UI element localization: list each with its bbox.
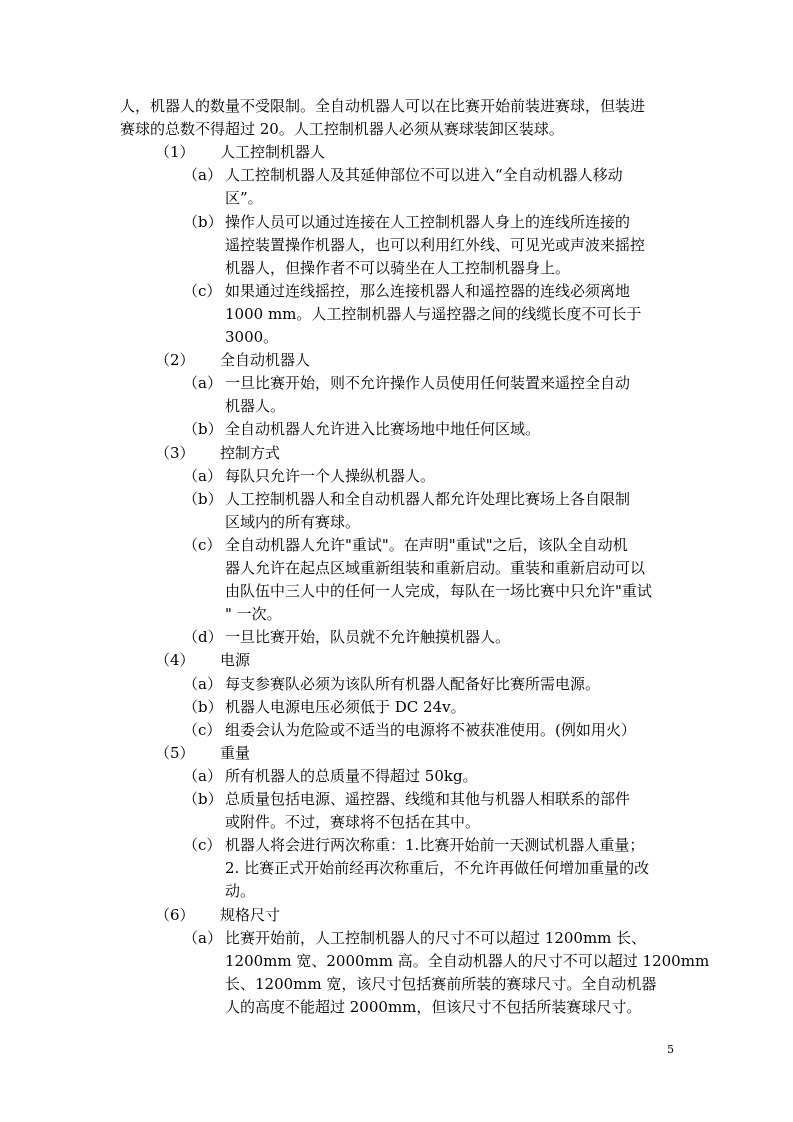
item-label: （a） — [183, 466, 222, 485]
item-label: （b） — [183, 790, 223, 808]
item-label: （c） — [183, 836, 222, 855]
item-text-line: 人工控制机器人和全自动机器人都允许处理比赛场上各自限制 — [225, 489, 631, 508]
section-number: （1） — [155, 143, 195, 162]
section-number: （6） — [155, 905, 195, 924]
item-text-line: 或附件。不过，赛球将不包括在其中。 — [225, 813, 481, 832]
section-number: （5） — [155, 743, 195, 762]
item-text-line: 总质量包括电源、遥控器、线缆和其他与机器人相联系的部件 — [225, 790, 631, 808]
item-label: （c） — [183, 720, 222, 739]
item-text-line: 操作人员可以通过连接在人工控制机器人身上的连线所连接的 — [225, 212, 631, 231]
item-label: （a） — [183, 766, 222, 785]
item-text-line: 2. 比赛正式开始前经再次称重后，不允许再做任何增加重量的改 — [225, 859, 650, 878]
item-text-line: 全自动机器人允许进入比赛场地中地任何区域。 — [225, 420, 541, 439]
item-text-line: 每队只允许一个人操纵机器人。 — [225, 466, 436, 485]
item-text-line: " 一次。 — [225, 605, 282, 624]
section-title: 人工控制机器人 — [220, 143, 326, 162]
item-text-line: 机器人。 — [225, 397, 286, 416]
item-text-line: 器人允许在起点区域重新组装和重新启动。重装和重新启动可以 — [225, 559, 646, 577]
item-text-line: 3000。 — [225, 328, 279, 346]
section-title: 重量 — [220, 743, 251, 762]
item-label: （a） — [183, 928, 222, 947]
item-text-line: 机器人将会进行两次称重：1.比赛开始前一天测试机器人重量； — [225, 836, 645, 855]
item-label: （b） — [183, 420, 223, 439]
section-number: （4） — [155, 651, 195, 670]
item-text-line: 机器人电源电压必须低于 DC 24v。 — [225, 697, 466, 716]
item-label: （a） — [183, 166, 222, 185]
item-label: （d） — [183, 628, 223, 647]
item-label: （a） — [183, 674, 222, 693]
section-title: 控制方式 — [220, 443, 281, 462]
item-label: （b） — [183, 697, 223, 716]
item-text-line: 机器人，但操作者不可以骑坐在人工控制机器身上。 — [225, 258, 571, 277]
item-label: （b） — [183, 489, 223, 508]
item-label: （c） — [183, 281, 222, 300]
intro-line: 赛球的总数不得超过 20。人工控制机器人必须从赛球装卸区装球。 — [120, 120, 564, 139]
item-text-line: 区”。 — [225, 189, 263, 208]
item-text-line: 人工控制机器人及其延伸部位不可以进入“全自动机器人移动 — [225, 166, 623, 185]
item-text-line: 组委会认为危险或不适当的电源将不被获准使用。(例如用火） — [225, 720, 636, 739]
section-number: （2） — [155, 351, 195, 370]
intro-line: 人，机器人的数量不受限制。全自动机器人可以在比赛开始前装进赛球，但装进 — [120, 97, 646, 115]
item-text-line: 人的高度不能超过 2000mm，但该尺寸不包括所装赛球尺寸。 — [225, 997, 642, 1016]
item-text-line: 全自动机器人允许"重试"。在声明"重试"之后，该队全自动机 — [225, 535, 628, 554]
item-text-line: 1200mm 宽、2000mm 高。全自动机器人的尺寸不可以超过 1200mm — [225, 951, 710, 970]
section-number: （3） — [155, 443, 195, 462]
item-text-line: 比赛开始前，人工控制机器人的尺寸不可以超过 1200mm 长、 — [225, 928, 647, 947]
item-label: （b） — [183, 212, 223, 231]
item-text-line: 动。 — [225, 882, 256, 901]
item-text-line: 1000 mm。人工控制机器人与遥控器之间的线缆长度不可长于 — [225, 304, 642, 323]
section-title: 全自动机器人 — [220, 351, 311, 370]
item-text-line: 所有机器人的总质量不得超过 50kg。 — [225, 766, 478, 785]
item-text-line: 一旦比赛开始，则不允许操作人员使用任何装置来遥控全自动 — [225, 374, 631, 393]
item-text-line: 每支参赛队必须为该队所有机器人配备好比赛所需电源。 — [225, 674, 601, 693]
item-text-line: 遥控装置操作机器人，也可以利用红外线、可见光或声波来摇控 — [225, 235, 646, 254]
item-label: （a） — [183, 374, 222, 393]
item-text-line: 区域内的所有赛球。 — [225, 512, 361, 531]
item-text-line: 如果通过连线摇控，那么连接机器人和遥控器的连线必须离地 — [225, 281, 631, 300]
page-number: 5 — [667, 1043, 674, 1056]
section-title: 规格尺寸 — [220, 905, 281, 924]
item-text-line: 由队伍中三人中的任何一人完成，每队在一场比赛中只允许"重试 — [225, 582, 652, 601]
item-text-line: 一旦比赛开始，队员就不允许触摸机器人。 — [225, 628, 511, 647]
item-text-line: 长、1200mm 宽，该尺寸包括赛前所装的赛球尺寸。全自动机器 — [225, 974, 657, 993]
item-label: （c） — [183, 535, 222, 554]
section-title: 电源 — [220, 651, 251, 670]
